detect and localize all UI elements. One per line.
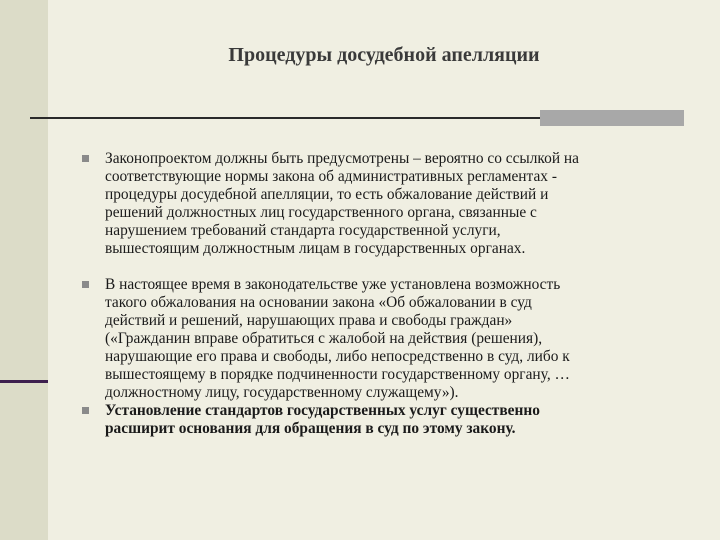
bullet-item-3 <box>82 402 680 438</box>
text-line: («Гражданин вправе обратиться с жалобой на действия (решения), <box>105 330 543 347</box>
text-line: решений должностных лиц государственного органа, связанные с <box>105 204 537 221</box>
bullet-item-2 <box>82 276 680 402</box>
left-decorative-band <box>0 0 48 540</box>
text-line: такого обжалования на основании закона «Об обжаловании в суд <box>105 294 532 311</box>
text-line: Законопроектом должны быть предусмотрены – вероятно со ссылкой на <box>105 150 579 167</box>
text-line: действий и решений, нарушающих права и свободы граждан» <box>105 312 513 329</box>
text-line: нарушением требований стандарта государственной услуги, <box>105 222 501 239</box>
bullet-item-1 <box>82 150 680 258</box>
text-line: должностному лицу, государственному служащему»). <box>105 384 459 401</box>
slide-title: Процедуры досудебной апелляции <box>228 44 540 66</box>
slide-content <box>82 150 680 438</box>
text-line: нарушающие его права и свободы, либо непосредственно в суд, либо к <box>105 348 570 365</box>
divider-accent-block <box>540 110 684 126</box>
text-line: Установление стандартов государственных услуг существенно <box>105 402 540 419</box>
square-bullet-icon <box>82 155 89 162</box>
left-accent-line <box>0 380 48 383</box>
text-line: вышестоящему в порядке подчиненности государственному органу, … <box>105 366 570 383</box>
title-divider <box>30 117 540 119</box>
text-line: вышестоящим должностным лицам в государственных органах. <box>105 240 526 257</box>
text-line: В настоящее время в законодательстве уже установлена возможность <box>105 276 561 293</box>
text-line: процедуры досудебной апелляции, то есть обжалование действий и <box>105 186 549 203</box>
square-bullet-icon <box>82 281 89 288</box>
square-bullet-icon <box>82 407 89 414</box>
text-line: соответствующие нормы закона об административных регламентах - <box>105 168 557 185</box>
text-line: расширит основания для обращения в суд по этому закону. <box>105 420 516 437</box>
